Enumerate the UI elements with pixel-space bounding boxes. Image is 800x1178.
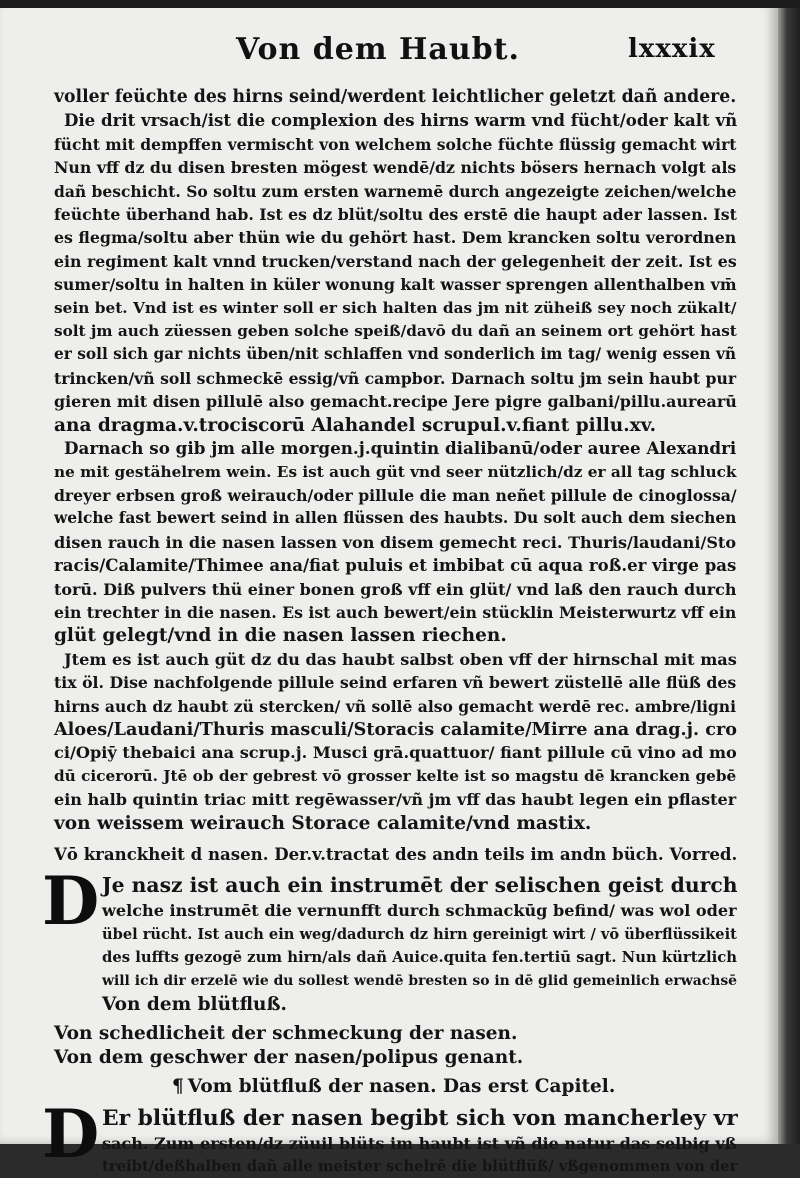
body-paragraphs: [54, 86, 744, 835]
text-line: feüchte überhand hab. Ist es dz blüt/soltu des erstē die haupt ader lassen. Ist: [54, 205, 737, 225]
preface-first-line: Je nasz ist auch ein instrumēt der selischen geist durch: [102, 873, 738, 898]
text-line: Darnach so gib jm alle morgen.j.quintin dialibanū/oder auree Alexandri: [64, 438, 737, 459]
section-heading: Vō kranckheit d nasen. Der.v.tractat des andn teils im andn büch. Vorred.: [54, 844, 738, 864]
text-line: ein regiment kalt vnnd trucken/verstand nach der gelegenheit der zeit. Ist es: [54, 251, 737, 271]
text-line: torū. Diß pulvers thü einer bonen groß vff ein glüt/ vnd laß den rauch durch: [54, 579, 737, 599]
text-line: trincken/vñ soll schmeckē essig/vñ campbor. Darnach soltu jm sein haubt pur: [54, 368, 737, 388]
chapter-heading: [54, 1075, 744, 1098]
chapter-first-line: Er blütfluß der nasen begibt sich von mancherley vr: [102, 1105, 738, 1131]
preface-lines: [54, 899, 744, 1016]
text-line: Nun vff dz du disen bresten mögest wendē/dz nichts bösers hernach volgt als: [54, 158, 737, 178]
chapter-lines: [54, 1132, 744, 1178]
folio-number: lxxxix: [628, 34, 716, 64]
text-line: solt jm auch züessen geben solche speiß/davō du dañ an seinem ort gehört hast: [54, 322, 737, 341]
text-line: sumer/soltu in halten in küler wonung kalt wasser sprengen allenthalben vm̄: [54, 275, 737, 295]
scan-top-edge: [0, 0, 800, 8]
text-line: Von dem geschwer der nasen/polipus genant.: [54, 1046, 524, 1068]
text-line: dreyer erbsen groß weirauch/oder pillule die man neñet pillule de cinoglossa/: [54, 485, 737, 505]
chapter-list: [54, 1022, 744, 1069]
chapter-heading-text: Vom blütfluß der nasen. Das erst Capitel.: [187, 1076, 616, 1098]
text-line: dañ beschicht. So soltu zum ersten warnemē durch angezeigte zeichen/welche: [54, 181, 737, 201]
text-line: hirns auch dz haubt zü stercken/ vñ sollē also gemacht werdē rec. ambre/ligni: [54, 696, 736, 716]
preface-dropcap: D: [42, 862, 100, 941]
book-spine-edge: [778, 0, 800, 1144]
text-line: ein halb quintin triac mitt regēwasser/vñ jm vff das haubt legen ein pflaster: [54, 790, 737, 810]
text-line: von weissem weirauch Storace calamite/vnd mastix.: [54, 812, 592, 834]
page-header: [0, 28, 778, 68]
text-line: will ich dir erzelē wie du sollest wendē bresten so in dē glid gemeinlich erwachsē: [102, 972, 738, 989]
text-line: Aloes/Laudani/Thuris masculi/Storacis calamite/Mirre ana drag.j. cro: [54, 718, 738, 740]
text-line: Von dem blütfluß.: [102, 994, 287, 1016]
chapter-paragraph: [42, 1094, 744, 1178]
text-line: Von schedlicheit der schmeckung der nasen.: [54, 1023, 518, 1045]
text-line: er soll sich gar nichts üben/nit schlaffen vnd sonderlich im tag/ wenig essen vñ: [54, 345, 737, 364]
text-line: es flegma/soltu aber thün wie du gehört hast. Dem krancken soltu verordnen: [54, 228, 737, 248]
pilcrow-icon: ¶: [172, 1076, 184, 1098]
text-line: dū cicerorū. Jtē ob der gebrest vō grosser kelte ist so magstu dē krancken gebē: [54, 766, 737, 785]
text-line: gieren mit disen pillulē also gemacht.recipe Jere pigre galbani/pillu.aurearū: [54, 392, 737, 412]
text-line: Die drit vrsach/ist die complexion des hirns warm vnd fücht/oder kalt vñ: [64, 110, 738, 131]
text-line: des luffts gezogē zum hirn/als dañ Auice.quita fen.tertiū sagt. Nun kürtzlich: [102, 949, 738, 967]
text-line: glüt gelegt/vnd in die nasen lassen riechen.: [54, 625, 507, 647]
text-line: welche instrumēt die vernunfft durch schmackūg befind/ was wol oder: [102, 901, 737, 921]
preface-paragraph: [42, 862, 744, 1016]
text-line: fücht mit dempffen vermischt von welchem solche füchte flüssig gemacht wirt: [54, 134, 737, 154]
text-line: sach. Zum ersten/dz züuil blüts im haubt ist vñ die natur das selbig vß: [102, 1133, 737, 1153]
text-line: tix öl. Dise nachfolgende pillule seind erfaren vñ bewert züstellē alle flüß des: [54, 673, 737, 693]
text-line: disen rauch in die nasen lassen von disem gemecht reci. Thuris/laudani/Sto: [54, 532, 737, 552]
text-line: Jtem es ist auch güt dz du das haubt salbst oben vff der hirnschal mit mas: [64, 649, 737, 669]
text-line: ein trechter in die nasen. Es ist auch bewert/ein stücklin Meisterwurtz vff ein: [54, 602, 737, 622]
text-block: [42, 86, 744, 1178]
text-line: sein bet. Vnd ist es winter soll er sich halten das jm nit züheiß sey noch zükalt/: [54, 298, 737, 317]
text-line: übel rücht. Ist auch ein weg/dadurch dz hirn gereinigt wirt / vō überflüssikeit: [102, 925, 737, 943]
text-line: welche fast bewert seind in allen flüssen des haubts. Du solt auch dem siechen: [54, 509, 737, 528]
text-line: ana dragma.v.trociscorū Alahandel scrupul.v.fiant pillu.xv.: [54, 414, 657, 436]
text-line: ci/Opiȳ thebaici ana scrup.j. Musci grā.quattuor/ fiant pillule cū vino ad mo: [54, 743, 737, 763]
text-line: treibt/deßhalben dañ alle meister schelrē die blütflüß/ vßgenommen von der: [102, 1158, 738, 1176]
text-line: racis/Calamite/Thimee ana/fiat puluis et imbibat cū aqua roß.er virge pas: [54, 555, 737, 576]
text-line: ne mit gestähelrem wein. Es ist auch güt vnd seer nützlich/dz er all tag schluck: [54, 462, 737, 481]
text-line: voller feüchte des hirns seind/werdent leichtlicher geletzt dañ andere.: [54, 87, 737, 107]
running-head: Von dem Haubt.: [236, 32, 520, 67]
chapter-dropcap: D: [42, 1094, 100, 1173]
